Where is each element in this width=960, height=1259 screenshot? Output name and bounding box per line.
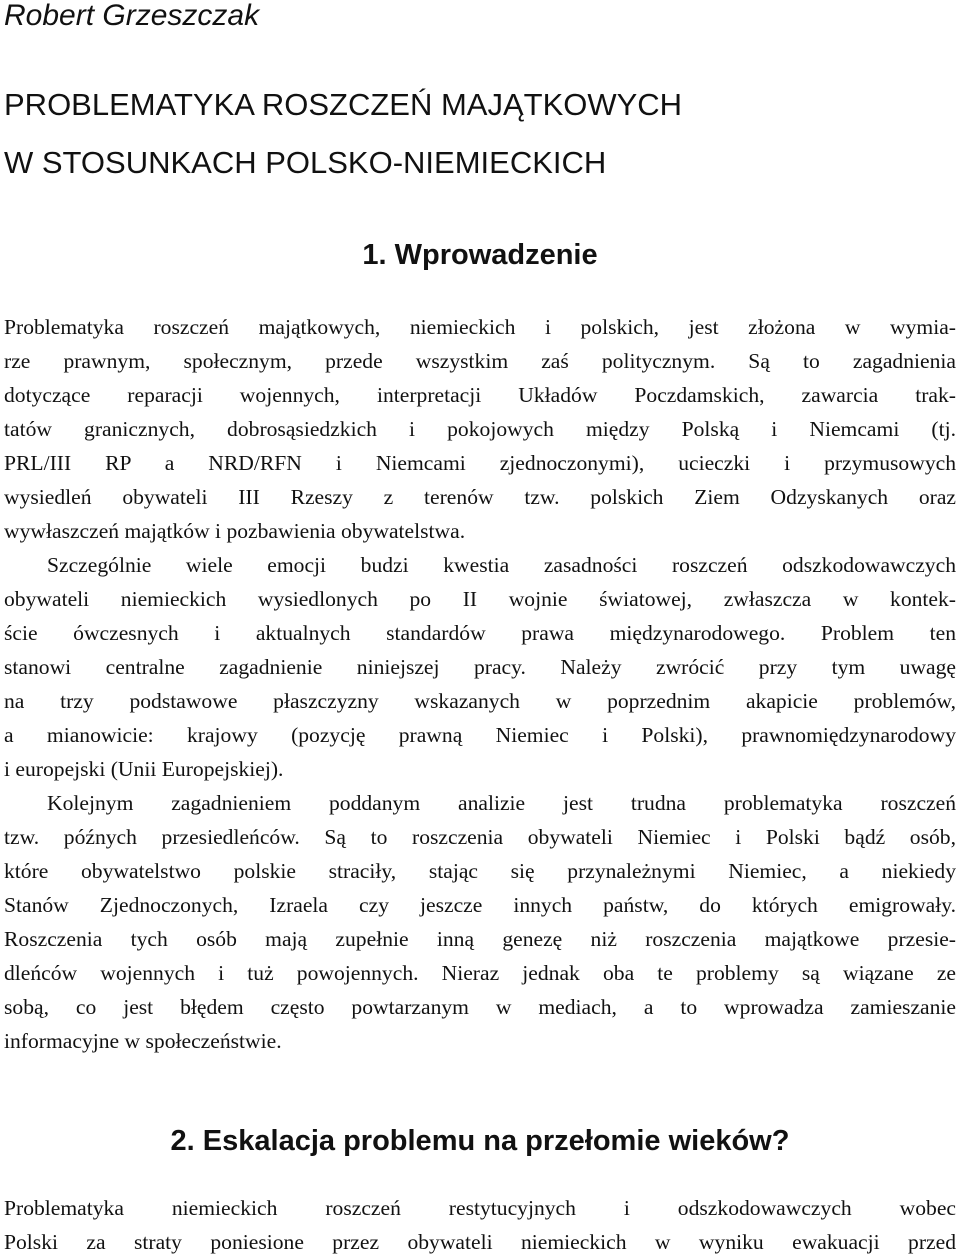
section-heading-introduction: 1. Wprowadzenie — [362, 239, 598, 271]
text-line: Szczególnie wiele emocji budzi kwestia zasadności roszczeń odszkodowawczych — [47, 553, 956, 577]
text-line: dleńców wojennych i tuż powojennych. Nieraz jednak oba te problemy są wiązane ze — [4, 961, 956, 985]
text-line: obywateli niemieckich wysiedlonych po II wojnie światowej, zwłaszcza w kontek- — [4, 587, 956, 611]
section-2-body — [4, 1191, 956, 1259]
text-line: i europejski (Unii Europejskiej). — [4, 757, 284, 781]
text-line: informacyjne w społeczeństwie. — [4, 1029, 282, 1053]
text-line: rze prawnym, społecznym, przede wszystkim zaś politycznym. Są to zagadnienia — [4, 349, 956, 373]
text-line: Problematyka roszczeń majątkowych, niemieckich i polskich, jest złożona w wymia- — [4, 315, 956, 339]
title-line-2: W STOSUNKACH POLSKO-NIEMIECKICH — [4, 145, 607, 180]
text-line: wysiedleń obywateli III Rzeszy z terenów tzw. polskich Ziem Odzyskanych oraz — [4, 485, 956, 509]
text-line: sobą, co jest błędem często powtarzanym w mediach, a to wprowadza zamieszanie — [4, 995, 956, 1019]
author-name: Robert Grzeszczak — [4, 0, 260, 32]
article-title — [4, 76, 682, 192]
text-line: Roszczenia tych osób mają zupełnie inną genezę niż roszczenia majątkowe przesie- — [4, 927, 956, 951]
text-line: Polski za straty poniesione przez obywateli niemieckich w wyniku ewakuacji przed — [4, 1230, 956, 1254]
section-heading-escalation: 2. Eskalacja problemu na przełomie wieków? — [170, 1125, 790, 1157]
text-line: które obywatelstwo polskie straciły, stając się przynależnymi Niemiec, a niekiedy — [4, 859, 956, 883]
text-line: Kolejnym zagadnieniem poddanym analizie jest trudna problematyka roszczeń — [47, 791, 956, 815]
text-line: na trzy podstawowe płaszczyzny wskazanych w poprzednim akapicie problemów, — [4, 689, 956, 713]
text-line: tzw. późnych przesiedleńców. Są to roszczenia obywateli Niemiec i Polski bądź osób, — [4, 825, 956, 849]
text-line: Problematyka niemieckich roszczeń restytucyjnych i odszkodowawczych wobec — [4, 1196, 956, 1220]
section-1-body — [4, 310, 956, 1058]
text-line: tatów granicznych, dobrosąsiedzkich i pokojowych między Polską i Niemcami (tj. — [4, 417, 956, 441]
text-line: Stanów Zjednoczonych, Izraela czy jeszcze innych państw, do których emigrowały. — [4, 893, 956, 917]
text-line: wywłaszczeń majątków i pozbawienia obywatelstwa. — [4, 519, 466, 543]
text-line: PRL/III RP a NRD/RFN i Niemcami zjednoczonymi), ucieczki i przymusowych — [4, 451, 956, 475]
text-line: dotyczące reparacji wojennych, interpretacji Układów Poczdamskich, zawarcia trak- — [4, 383, 956, 407]
text-line: a mianowicie: krajowy (pozycję prawną Niemiec i Polski), prawnomiędzynarodowy — [4, 723, 956, 747]
text-line: ście ówczesnych i aktualnych standardów prawa międzynarodowego. Problem ten — [4, 621, 956, 645]
title-line-1: PROBLEMATYKA ROSZCZEŃ MAJĄTKOWYCH — [4, 87, 683, 122]
text-line: stanowi centralne zagadnienie niniejszej pracy. Należy zwrócić przy tym uwagę — [4, 655, 956, 679]
